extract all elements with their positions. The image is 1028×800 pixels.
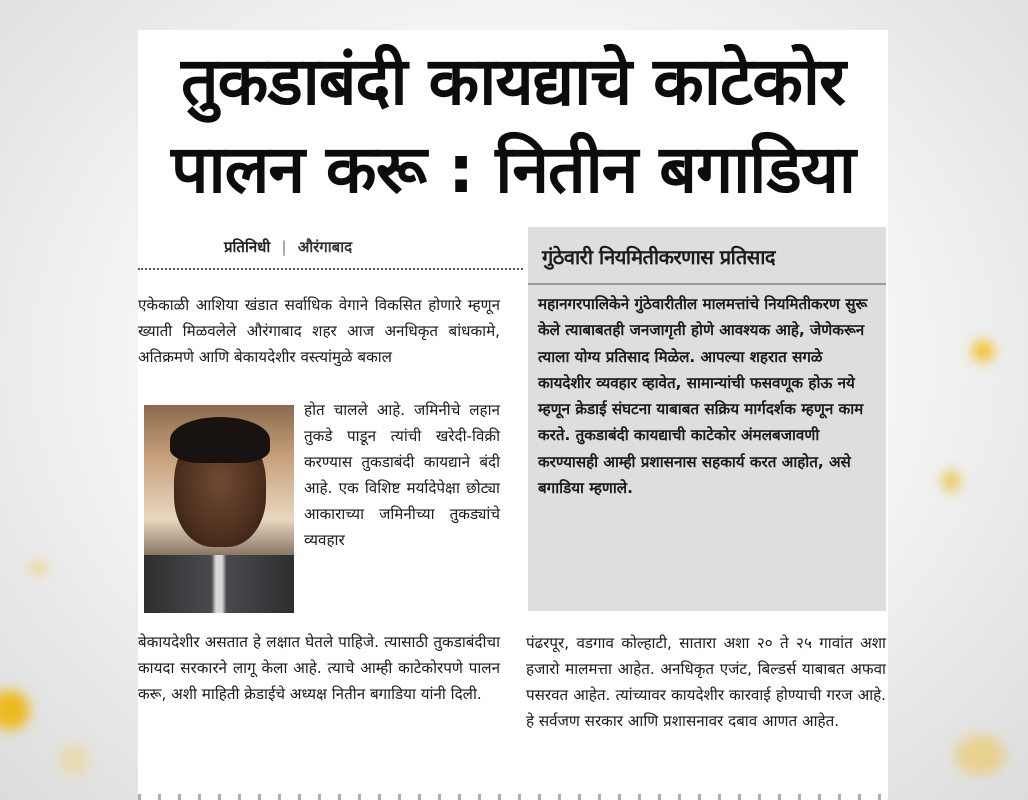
portrait-hair xyxy=(170,417,270,463)
byline-reporter: प्रतिनिधी xyxy=(224,238,271,256)
headline-line-1: तुकडाबंदी कायद्याचे काटेकोर xyxy=(181,43,845,120)
bokeh-light xyxy=(972,340,994,362)
byline-separator: | xyxy=(281,238,287,256)
article-continued: पंढरपूर, वडगाव कोल्हाटी, सातारा अशा २० ते २५ गावांत अशा हजारो मालमत्ता आहेत. अनधिकृत एजंट, बिल्डर्स याबाबत अफवा पसरवत आहेत. त्यांच्यावर कायदेशीर कारवाई होण्याची गरज आहे. हे सर्वजण सरकार आणि प्रशासनावर दबाव आणत आहेत. xyxy=(526,634,886,730)
headline xyxy=(138,38,888,214)
sidebar-box-text: महानगरपालिकेने गुंठेवारीतील मालमत्तांचे नियमितीकरण सुरू केले त्याबाबतही जनजागृती होणे आवश्यक आहे, जेणेकरून त्याला योग्य प्रतिसाद मिळेल. आपल्या शहरात सगळे कायदेशीर व्यवहार व्हावेत, सामान्यांची फसवणूक होऊ नये म्हणून क्रेडाई संघटना याबाबत सक्रिय मार्गदर्शक म्हणून काम करते. तुकडाबंदी कायद्याची काटेकोर अंमलबजावणी करण्यासही आम्ही प्रशासनास सहकार्य करत आहोत, असे बगाडिया म्हणाले. xyxy=(538,295,868,498)
bokeh-light xyxy=(942,470,960,492)
headline-line-2: पालन करू : नितीन बगाडिया xyxy=(170,131,856,208)
bokeh-light xyxy=(955,735,1005,775)
byline-city: औरंगाबाद xyxy=(297,238,353,256)
portrait-suit xyxy=(144,555,294,613)
sidebar-box-title: गुंठेवारी नियमितीकरणास प्रतिसाद xyxy=(542,245,776,269)
portrait-photo xyxy=(144,405,294,613)
sidebar-box-rule xyxy=(528,283,886,285)
byline xyxy=(224,237,352,257)
sidebar-box xyxy=(528,227,886,611)
article-paragraph-wrap: होत चालले आहे. जमिनीचे लहान तुकडे पाडून त्यांची खरेदी-विक्री करण्यास तुकडाबंदी कायद्याने बंदी आहे. एक विशिष्ट मर्यादेपेक्षा छोट्या आकाराच्या जमिनीच्या तुकड्यांचे व्यवहार xyxy=(304,401,500,549)
article-paragraph-top: एकेकाळी आशिया खंडात सर्वाधिक वेगाने विकसित होणारे म्हणून ख्याती मिळवलेले औरंगाबाद शहर आज अनधिकृत बांधकामे, अतिक्रमणे आणि बेकायदेशीर वस्त्यांमुळे बकाल xyxy=(138,296,500,366)
bokeh-light xyxy=(60,745,90,775)
article-paragraph-bottom: बेकायदेशीर असतात हे लक्षात घेतले पाहिजे. त्यासाठी तुकडाबंदीचा कायदा सरकारने लागू केला आहे. त्याचे आम्ही काटेकोरपणे पालन करू, अशी माहिती क्रेडाईचे अध्यक्ष नितीन बगाडिया यांनी दिली. xyxy=(138,633,500,703)
dotted-divider xyxy=(138,268,523,270)
bokeh-light xyxy=(30,560,46,576)
bokeh-light xyxy=(0,690,30,730)
newspaper-clipping xyxy=(138,30,888,800)
cropped-next-line xyxy=(138,794,888,800)
